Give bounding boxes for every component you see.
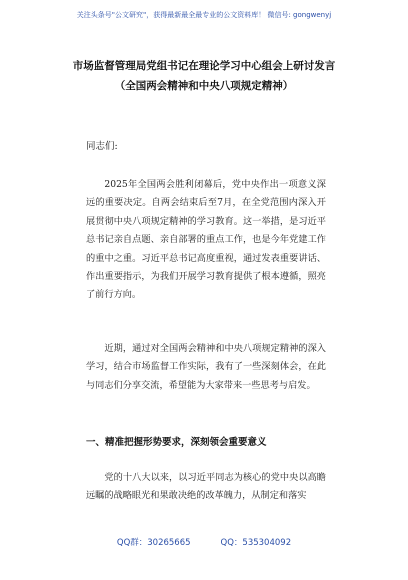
body-paragraph: 近期，通过对全国两会精神和中央八项规定精神的深入学习，结合市场监督工作实际，我有了一些深刻体会，在此与同志们分享交流，希望能为大家带来一些思考与启发。 [86,343,326,391]
footer-qq-group: QQ群：30265665 [116,538,191,548]
header-banner: 关注头条号"公文研究"，获得最新最全最专业的公文资料库！ 微信号: gongwenyj [76,11,332,19]
footer-contact [0,536,408,548]
salutation: 同志们: [86,141,118,152]
body-paragraph: 党的十八大以来，以习近平同志为核心的党中央以高瞻远瞩的战略眼光和果敢决绝的改革魄力，从制定和落实 [86,472,326,502]
section-heading: 一、精准把握形势要求，深刻领会重要意义 [86,437,267,448]
document-title: 市场监督管理局党组书记在理论学习中心组会上研讨发言 [72,60,336,72]
footer-qq-number: QQ：535304092 [220,538,292,548]
document-subtitle: （全国两会精神和中央八项规定精神） [114,80,294,92]
body-paragraph: 2025年全国两会胜利闭幕后，党中央作出一项意义深远的重要决定。自两会结束后至7月，在全党范围内深入开展贯彻中央八项规定精神的学习教育。这一举措，是习近平总书记亲自点题、亲自部署的重点工作，也是今年党建工作的重中之重。习近平总书记高度重视，通过发表重要讲话、作出重要指示，为我们开展学习教育提供了根本遵循，照亮了前行方向。 [86,179,326,301]
